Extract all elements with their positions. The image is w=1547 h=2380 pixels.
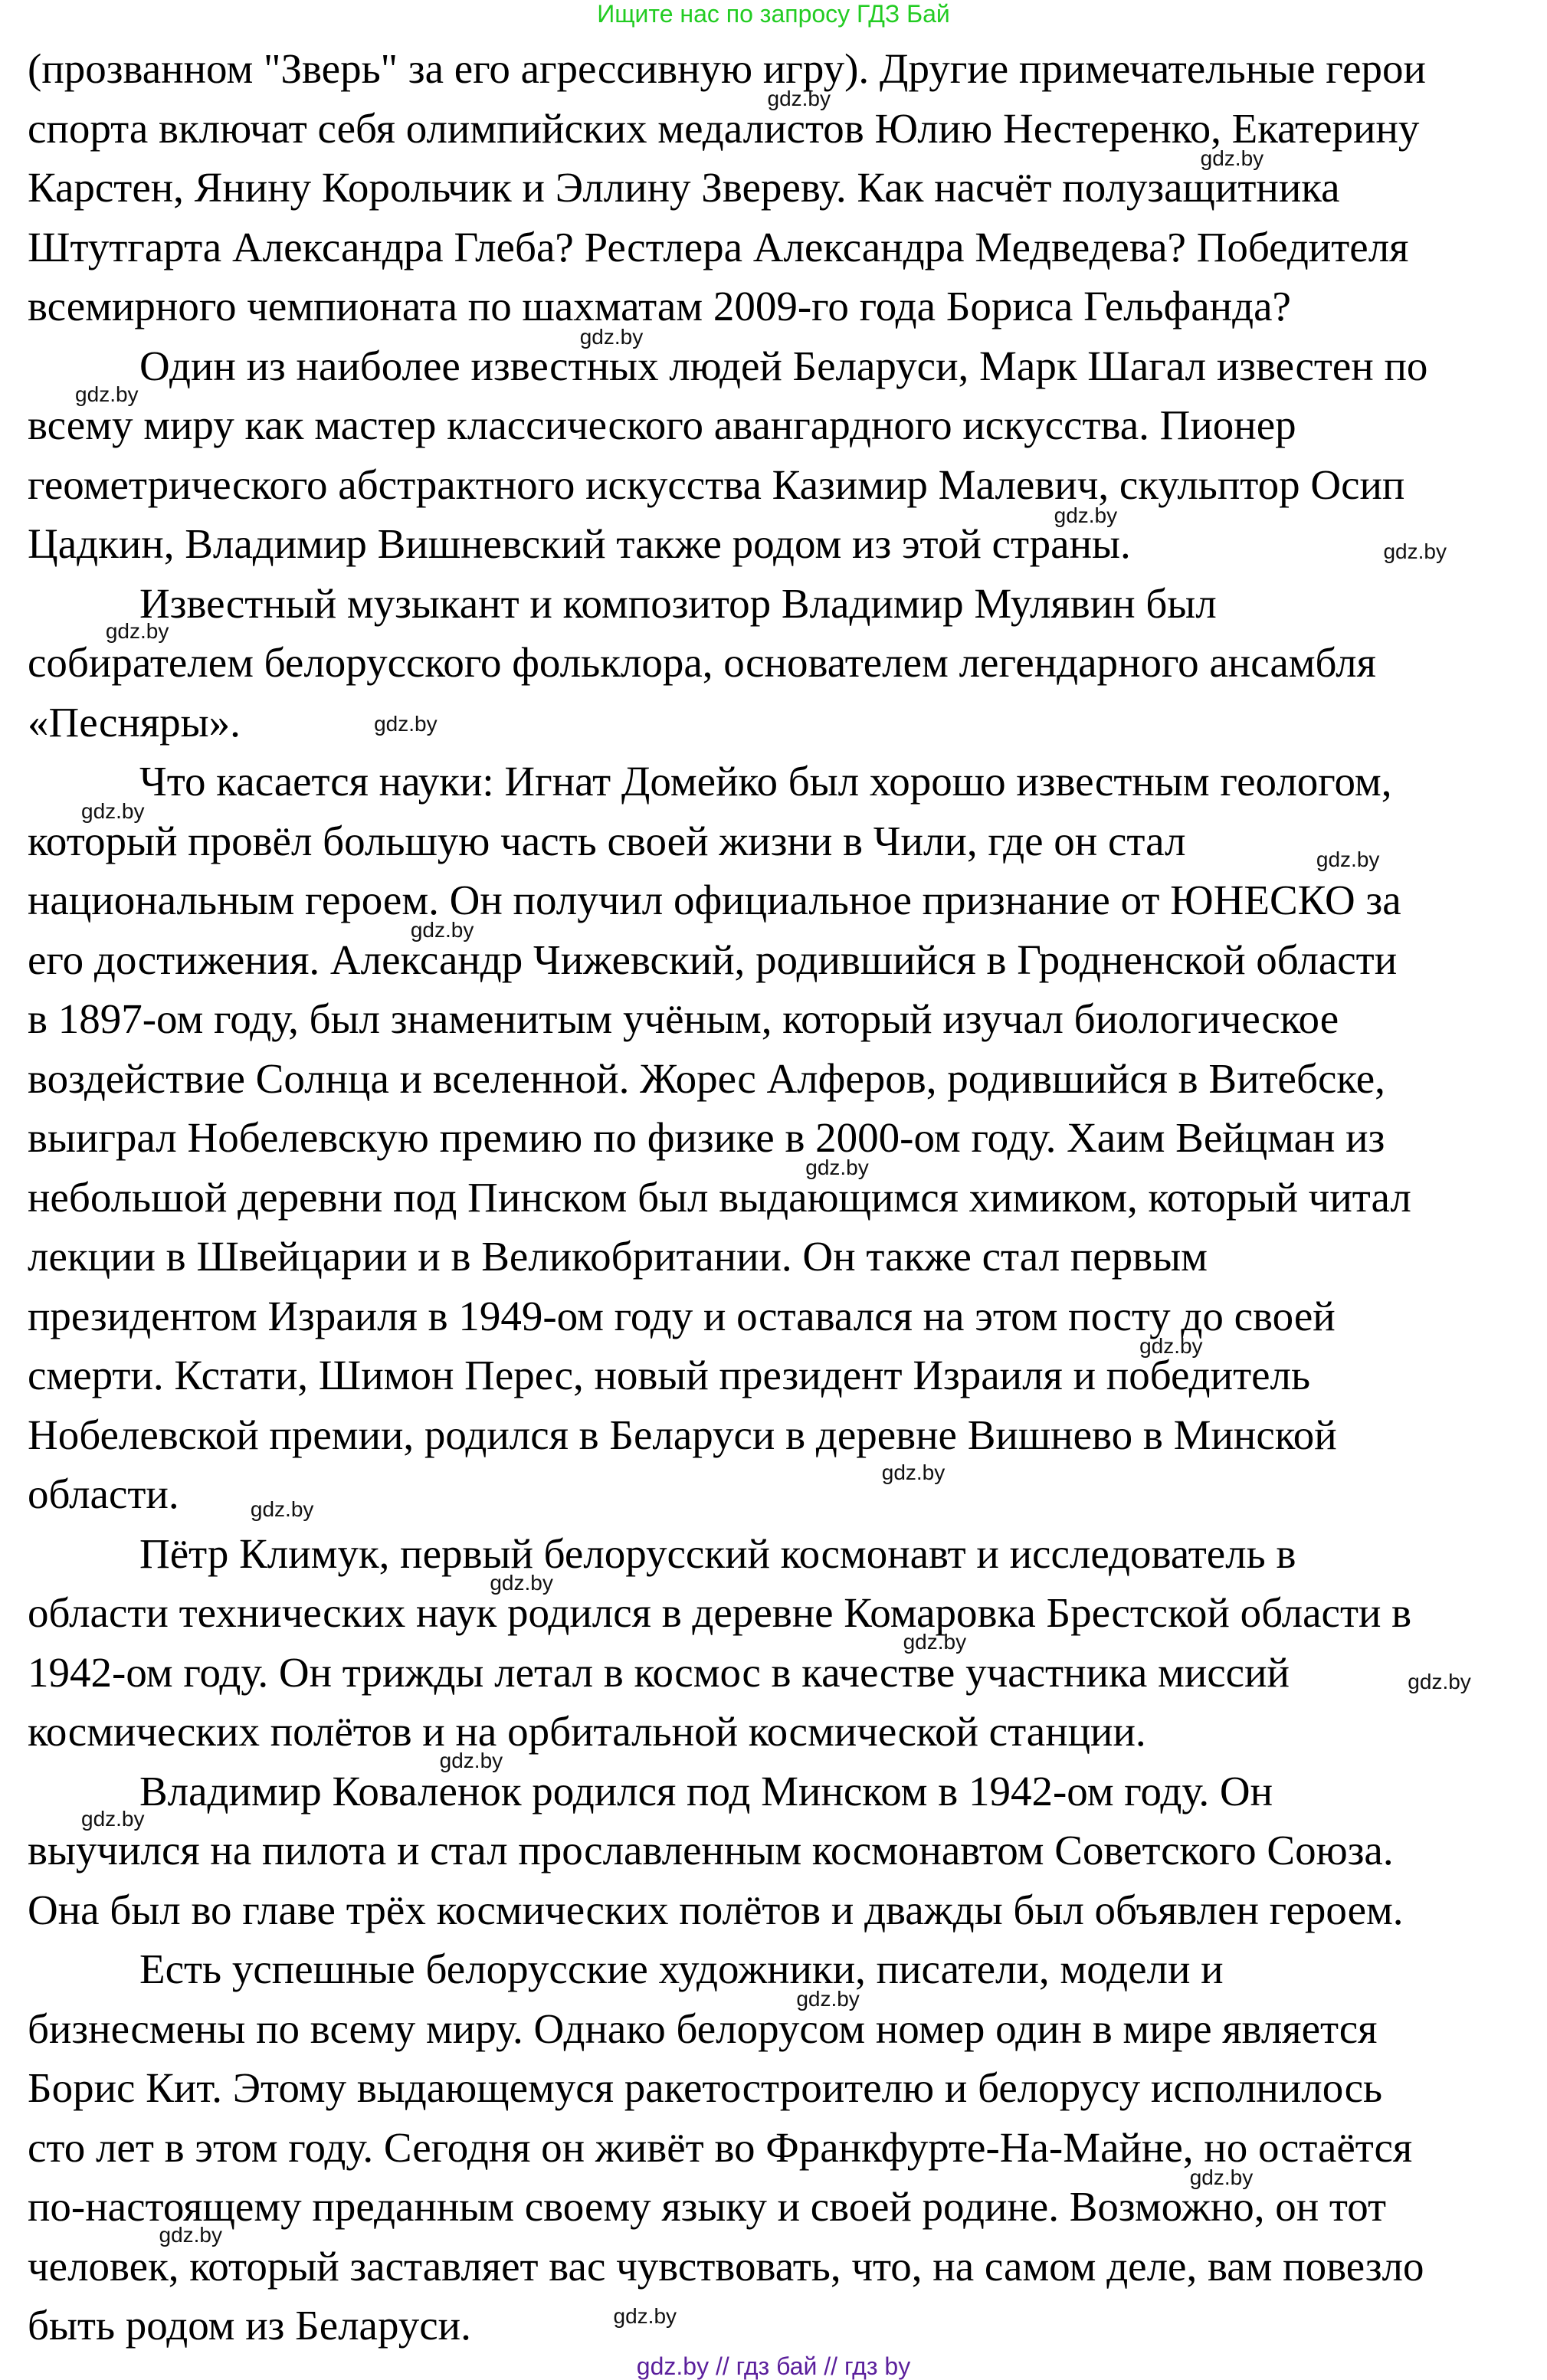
text-line: Пётр Климук, первый белорусский космонавт и исследователь в — [139, 1529, 1296, 1577]
text-line: (прозванном "Зверь" за его агрессивную игру). Другие примечательные герои — [28, 45, 1426, 92]
watermark-text: gdz.by — [1139, 1334, 1203, 1359]
text-line: Известный музыкант и композитор Владимир Мулявин был — [139, 579, 1217, 627]
text-line: небольшой деревни под Пинском был выдающимся химиком, который читал — [28, 1173, 1411, 1221]
text-line: «Песняры». — [28, 698, 241, 746]
text-line: бизнесмены по всему миру. Однако белорусом номер один в мире является — [28, 2005, 1378, 2052]
watermark-text: gdz.by — [767, 87, 831, 111]
text-line: выиграл Нобелевскую премию по физике в 2000-ом году. Хаим Вейцман из — [28, 1114, 1385, 1161]
text-line: собирателем белорусского фольклора, основателем легендарного ансамбля — [28, 639, 1376, 686]
watermark-text: gdz.by — [374, 712, 438, 736]
watermark-text: gdz.by — [805, 1156, 869, 1180]
text-line: области. — [28, 1470, 179, 1517]
text-line: Штутгарта Александра Глеба? Рестлера Александра Медведева? Победителя — [28, 223, 1409, 270]
watermark-text: gdz.by — [159, 2223, 222, 2247]
watermark-text: gdz.by — [410, 917, 474, 942]
text-line: космических полётов и на орбитальной космической станции. — [28, 1708, 1146, 1755]
search-hint-banner: Ищите нас по запросу ГДЗ Бай — [597, 0, 950, 28]
text-line: Нобелевской премии, родился в Беларуси в деревне Вишнево в Минской — [28, 1411, 1337, 1458]
text-line: по-настоящему преданным своему языку и своей родине. Возможно, он тот — [28, 2183, 1387, 2230]
text-line: Есть успешные белорусские художники, писатели, модели и — [139, 1946, 1224, 1992]
watermark-text: gdz.by — [250, 1497, 314, 1522]
watermark-text: gdz.by — [490, 1570, 553, 1595]
watermark-text: gdz.by — [1189, 2165, 1254, 2189]
text-line: лекции в Швейцарии и в Великобритании. Он также стал первым — [28, 1233, 1208, 1280]
text-line: Карстен, Янину Корольчик и Эллину Звереву. Как насчёт полузащитника — [28, 164, 1340, 211]
watermark-text: gdz.by — [1200, 146, 1264, 170]
text-line: Один из наиболее известных людей Беларуси, Марк Шагал известен по — [139, 342, 1428, 389]
text-line: спорта включат себя олимпийских медалистов Юлию Нестеренко, Екатерину — [28, 104, 1420, 152]
text-line: президентом Израиля в 1949-ом году и оставался на этом посту до своей — [28, 1292, 1336, 1339]
watermark-text: gdz.by — [881, 1460, 946, 1485]
text-line: который провёл большую часть своей жизни в Чили, где он стал — [28, 817, 1186, 864]
text-line: выучился на пилота и стал прославленным космонавтом Советского Союза. — [28, 1827, 1394, 1874]
text-line: быть родом из Беларуси. — [28, 2302, 471, 2349]
text-line: всему миру как мастер классического авангардного искусства. Пионер — [28, 402, 1296, 448]
text-line: области технических наук родился в деревне Комаровка Брестской области в — [28, 1589, 1412, 1636]
watermark-text: gdz.by — [796, 1986, 860, 2011]
text-line: воздействие Солнца и вселенной. Жорес Алферов, родившийся в Витебске, — [28, 1054, 1385, 1102]
text-line: 1942-ом году. Он трижды летал в космос в качестве участника миссий — [28, 1648, 1290, 1696]
text-line: геометрического абстрактного искусства Казимир Малевич, скульптор Осип — [28, 461, 1405, 508]
watermark-text: gdz.by — [1054, 503, 1118, 527]
document-body — [28, 39, 1427, 2355]
watermark-text: gdz.by — [81, 798, 145, 823]
text-line: сто лет в этом году. Сегодня он живёт во Франкфурте-На-Майне, но остаётся — [28, 2123, 1413, 2171]
text-line: смерти. Кстати, Шимон Перес, новый президент Израиля и победитель — [28, 1352, 1311, 1398]
watermark-text: gdz.by — [1408, 1669, 1471, 1693]
watermark-text: gdz.by — [75, 382, 139, 407]
text-line: его достижения. Александр Чижевский, родившийся в Гродненской области — [28, 936, 1398, 983]
text-line: Борис Кит. Этому выдающемуся ракетостроителю и белорусу исполнилось — [28, 2064, 1383, 2111]
text-line: всемирного чемпионата по шахматам 2009-го года Бориса Гельфанда? — [28, 283, 1291, 329]
text-line: Что касается науки: Игнат Домейко был хорошо известным геологом, — [139, 758, 1392, 805]
watermark-text: gdz.by — [903, 1630, 967, 1654]
text-line: Цадкин, Владимир Вишневский также родом из этой страны. — [28, 520, 1131, 567]
text-line: Владимир Коваленок родился под Минском в 1942-ом году. Он — [139, 1767, 1273, 1815]
footer-links[interactable]: gdz.by // гдз бай // гдз by — [636, 2352, 911, 2380]
text-line: национальным героем. Он получил официальное признание от ЮНЕСКО за — [28, 877, 1401, 923]
watermark-text: gdz.by — [613, 2303, 677, 2328]
watermark-text: gdz.by — [1316, 847, 1380, 872]
watermark-text: gdz.by — [81, 1807, 145, 1831]
watermark-text: gdz.by — [105, 618, 169, 643]
text-line: человек, который заставляет вас чувствовать, что, на самом деле, вам повезло — [28, 2242, 1424, 2290]
watermark-text: gdz.by — [579, 324, 644, 349]
text-line: в 1897-ом году, был знаменитым учёным, который изучал биологическое — [28, 995, 1339, 1042]
watermark-text: gdz.by — [1383, 539, 1447, 564]
text-line: Она был во главе трёх космических полётов и дважды был объявлен героем. — [28, 1886, 1404, 1933]
watermark-text: gdz.by — [439, 1749, 503, 1773]
